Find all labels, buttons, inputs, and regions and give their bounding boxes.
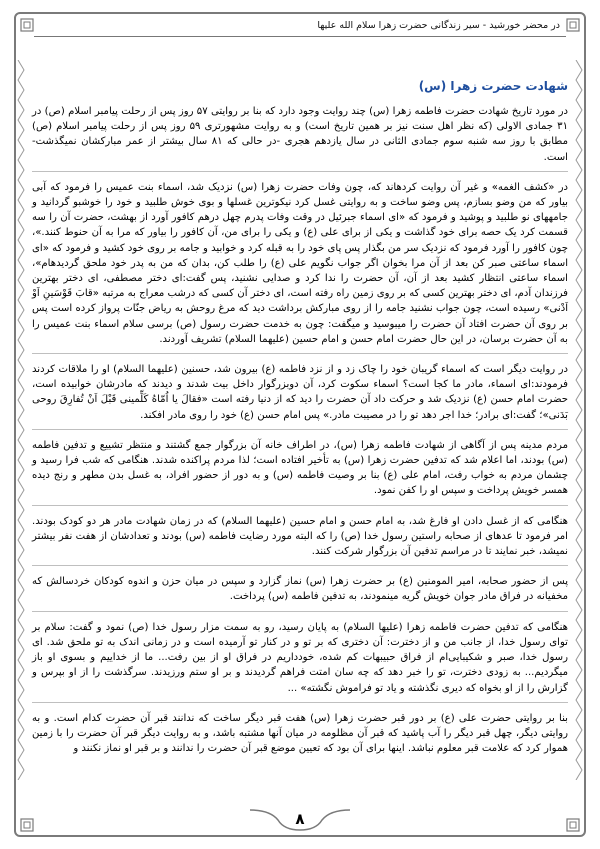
paragraph: در «کشف الغمه» و غیر آن روایت کردهاند که، چون وفات حضرت زهرا (س) نزدیک شد، اسماء بنت عمیس را فرمود که آبی بیاور که من وضو بسازم، پس وضو ساخت و به روایتی غسل کرد نیکوترین غسلها و بوی خوش طلبید و خود را خوشبو گردانید و جامههای نو طلبید و پوشید و فرمود که «ای اسماء جبرئیل در وقت وفات پدرم چهل درهم کافور آورد از بهشت، حضرت آن را سه قسمت کرد یک حصه برای خود گذاشت و یکی از برای علی (ع) و یکی را برای من، آن کافور را بیاور که مرا به آن حنوط کنند.»، چون کافور را آورد فرمود که نزدیک سر من بگذار پس پای خود را به قبله کرد و خوابید و جامه بر روی خود کشید و فرمود که «ای اسماء ساعتی صبر کن بعد از آن مرا بخوان اگر جواب نگویم علی (ع) را طلب کن، بدان که من به پدر خود ملحق گردیدهام»، اسماء ساعتی انتظار کشید بعد از آن، آن حضرت را ندا کرد و صدایی نشنید، پس گفت:ای دختر مصطفی، ای دختر بهترین فرزندان آدم، ای دختر بهترین کسی که بر روی زمین راه رفته است، ای دختر آن کسی که درشب معراج به مرتبه «قابَ قَوْسَینِ اَوْ اَدْنی» رسیده است، چون جواب نشنید جامه را از روی مبارکش برداشت دید که مرغ روحش به ریاض جنّات پرواز کرده است پس بر روی آن حضرت افتاد آن حضرت را میبوسید و میگفت: چون به خدمت حضرت رسول (ص) برسی سلام اسماء بنت عمیس را به آن حضرت برسان، در این حال حضرت امام حسن و امام حسین (علیهما السلام) تشریف آوردند. xyxy=(32,180,568,354)
paragraph: در روایت دیگر است که اسماء گریبان خود را چاک زد و از نزد فاطمه (ع) بیرون شد، حسنین (علیهما السلام) او را ملاقات کردند فرمودند:ای اسماء، مادر ما کجا است؟ اسماء سکوت کرد، آن دوبزرگوار داخل بیت شدند و دیدند که مادرشان خوابیده است، حضرت امام حسن (ع) نزدیک شد و حرکت داد آن حضرت را دید که از دنیا رفته است «فقالَ یا اُمّاهُ کَلِّمینی قَبْلَ اَنْ تُفارِقَ روحی بَدَنی»؛ گفت:ای برادر؛ خدا اجر دهد تو را در مصیبت مادر.» پس امام حسن (ع) خود را روی مادر افکند. xyxy=(32,362,568,430)
corner-ornament-icon xyxy=(20,818,34,832)
paragraph: در مورد تاریخ شهادت حضرت فاطمه زهرا (س) چند روایت وجود دارد که بنا بر روایتی ۵۷ روز پس از رحلت پیامبر اسلام (ص) در ۳۱ جمادی الاولی (که نظر اهل سنت نیز بر همین تاریخ است) و به روایت مشهورتری ۵۹ روز پس از رحلت پیامبر اسلام (ص) مطابق با روز سه شنبه سوم جمادی الثانی در سال یازدهم هجری -در حالی که ۸۱ سال بیشتر از عمر مبارکشان نمیگذشت- است. xyxy=(32,104,568,172)
corner-ornament-icon xyxy=(20,18,34,32)
page-number: ۸ xyxy=(295,810,305,828)
section-heading: شهادت حضرت زهرا (س) xyxy=(418,79,568,93)
paragraph: بنا بر روایتی حضرت علی (ع) بر دور قبر حضرت زهرا (س) هفت قبر دیگر ساخت که ندانند قبر آن حضرت کدام است. و به روایتی دیگر، چهل قبر دیگر را آب پاشید که قبر آن مظلومه در میان آنها مشتبه باشد، و به روایت دیگر قبر آن حضرت را با زمین هموار کرد که علامت قبر معلوم نباشد. اینها برای آن بود که تعیین موضع قبر آن حضرت را ندانند و بر قبر او نماز نکنند و xyxy=(32,712,568,755)
corner-ornament-icon xyxy=(566,18,580,32)
paragraph: پس از حضور صحابه، امیر المومنین (ع) بر حضرت زهرا (س) نماز گزارد و سپس در میان حزن و اندوه کودکان خردسالش که مخفیانه در فراق مادر جوان خویش گریه مینمودند، به تدفین فاطمه (س) پرداخت. xyxy=(32,574,568,611)
side-ornament-icon xyxy=(574,60,584,780)
paragraph: هنگامی که از غسل دادن او فارغ شد، به امام حسن و امام حسین (علیهما السلام) که در زمان شهادت مادر هر دو کودک بودند. امر فرمود تا عدهای از صحابه راستین رسول خدا (ص) را که البته مورد رضایت فاطمه (س) بودند و تعدادشان از هفت نفر بیشتر نمیشد، خبر نمایند تا در مراسم تدفین آن بزرگوار شرکت کنند. xyxy=(32,514,568,567)
page-number-tab xyxy=(250,806,350,832)
paragraph: هنگامی که تدفین حضرت فاطمه زهرا (علیها السلام) به پایان رسید، رو به سمت مزار رسول خدا (ص) نمود و گفت: سلام بر توای رسول خدا، از جانب من و از دخترت: آن دختری که بر تو و در کنار تو آرمیده است و در زمانی اندک به تو ملحق شد. ای رسول خدا، صبر و شکیبایی‌ام از فراق حبیبهات کم شده، خودداریم در فراق او از بین رفت... ما از خداییم و بسوی او باز میگردیم... به زودی دخترت، تو را خبر دهد که چه سان امتت فراهم گردیدند و بر او ستم ورزیدند. سرگذشت را از او بپرس و گزارش را از او بخواه که دیری نگذشته و یاد تو فراموش نگشته» ... xyxy=(32,620,568,703)
header-divider xyxy=(34,36,566,37)
page-content xyxy=(32,78,568,770)
paragraph: مردم مدینه پس از آگاهی از شهادت فاطمه زهرا (س)، در اطراف خانه آن بزرگوار جمع گشتند و منتظر تشییع و تدفین فاطمه (س) بودند، اما اعلام شد که تدفین حضرت زهرا (س) به تأخیر افتاده است؛ لذا مردم پراکنده شدند. هنگامی که شب فرا رسید و چشمان مردم به خواب رفت، امام علی (ع) بنا بر وصیت فاطمه (س) و به دور از حضور افراد، به غسل بدن مطهر و رنج دیده همسر خویش پرداخت و سپس او را کفن نمود. xyxy=(32,438,568,506)
running-header: در محضر خورشید - سیر زندگانی حضرت زهرا سلام الله علیها xyxy=(317,20,560,31)
corner-ornament-icon xyxy=(566,818,580,832)
side-ornament-icon xyxy=(16,60,26,780)
